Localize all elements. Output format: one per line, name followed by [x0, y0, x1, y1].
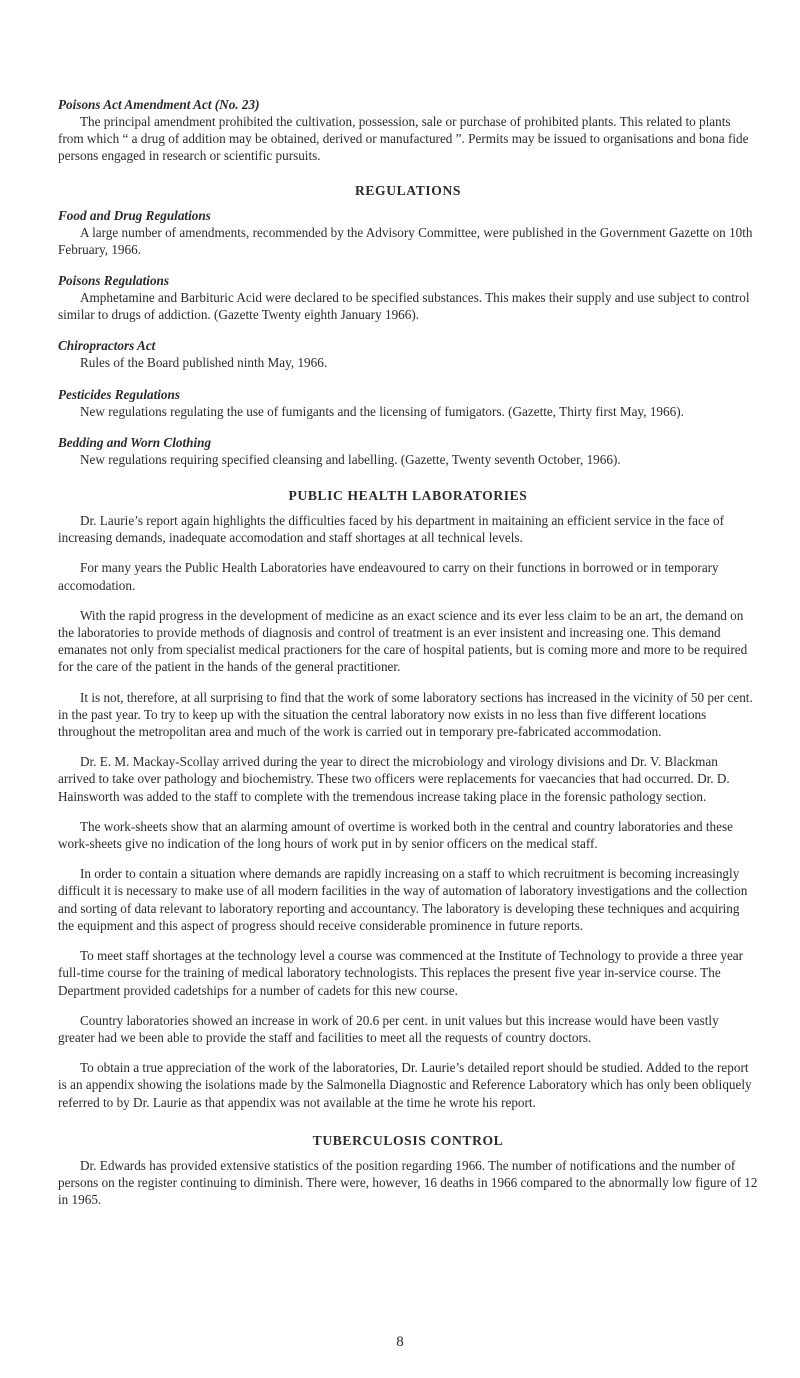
chiropractors-act-section — [58, 337, 758, 371]
food-drug-regulations-heading: Food and Drug Regulations — [58, 207, 211, 223]
bedding-clothing-section — [58, 434, 758, 468]
chiropractors-act-body: Rules of the Board published ninth May, 1966. — [80, 355, 328, 371]
laboratories-paragraph: Dr. Laurie’s report again highlights the difficulties faced by his department in maitaining an efficient service in the face of increasing demands, inadequate accomodation and staff shortages at all technical levels. — [58, 513, 725, 546]
pesticides-regulations-heading: Pesticides Regulations — [58, 386, 180, 402]
laboratories-paragraph: To meet staff shortages at the technology level a course was commenced at the Institute of Technology to provide a three year full-time course for the training of medical laboratory technologists. This replaces the present five year in-service course. The Department provided cadetships for a number of cadets for this new course. — [58, 948, 744, 998]
poisons-amendment-section — [58, 96, 758, 165]
regulations-title: REGULATIONS — [354, 182, 462, 198]
chiropractors-act-heading: Chiropractors Act — [58, 338, 156, 354]
laboratories-paragraph: With the rapid progress in the development of medicine as an exact science and its ever less claim to be an art, the demand on the laboratories to provide methods of diagnosis and control of treatment is an ever insistent and increasing one. This demand emanates not only from specialist medical practioners for the care of hospital patients, but is coming more and more to be required for the care of the patient in the hands of the general practitioner. — [58, 607, 748, 675]
laboratories-section — [58, 512, 758, 1111]
page-number: 8 — [396, 1334, 404, 1350]
poisons-regulations-section — [58, 272, 758, 323]
tuberculosis-title: TUBERCULOSIS CONTROL — [312, 1132, 504, 1148]
poisons-amendment-heading: Poisons Act Amendment Act (No. 23) — [58, 97, 260, 112]
laboratories-paragraph: For many years the Public Health Laboratories have endeavoured to carry on their functions in borrowed or in temporary accomodation. — [58, 560, 719, 593]
pesticides-regulations-body: New regulations regulating the use of fumigants and the licensing of fumigators. (Gazette, Thirty first May, 1966). — [80, 403, 684, 419]
poisons-amendment-body: The principal amendment prohibited the cultivation, possession, sale or purchase of prohibited plants. This related to plants from which “ a drug of addition may be obtained, derived or manufactured ”. Permits may be issued to organisations and bona fide persons engaged in research or scientific pursuits. — [58, 114, 749, 164]
tuberculosis-body: Dr. Edwards has provided extensive statistics of the position regarding 1966. The number of notifications and the number of persons on the register continuing to diminish. There were, however, 16 deaths in 1966 compared to the abnormally low figure of 12 in 1965. — [58, 1157, 758, 1208]
poisons-regulations-heading: Poisons Regulations — [58, 273, 170, 289]
food-drug-regulations-body: A large number of amendments, recommended by the Advisory Committee, were published in the Government Gazette on 10th February, 1966. — [58, 224, 753, 257]
poisons-regulations-body: Amphetamine and Barbituric Acid were declared to be specified substances. This makes their supply and use subject to control similar to drugs of addiction. (Gazette Twenty eighth January 1966). — [58, 290, 750, 323]
laboratories-paragraph: It is not, therefore, at all surprising to find that the work of some laboratory sections has increased in the vicinity of 50 per cent. in the past year. To try to keep up with the situation the central laboratory now exists in no less than five different locations throughout the metropolitan area and much of the work is carried out in temporary pre-fabricated accommodation. — [58, 689, 753, 740]
laboratories-paragraph: Country laboratories showed an increase in work of 20.6 per cent. in unit values but this increase would have been vastly greater had we been able to provide the staff and facilities to meet all the requests of country doctors. — [58, 1012, 719, 1045]
food-drug-regulations-section — [58, 207, 758, 258]
bedding-clothing-heading: Bedding and Worn Clothing — [58, 434, 212, 450]
laboratories-paragraph: In order to contain a situation where demands are rapidly increasing on a staff to which recruitment is becoming increasingly difficult it is necessary to make use of all modern facilities in the way of automation of laboratory investigations and the collection and sorting of data relevant to laboratory reporting and accountancy. The laboratory is developing these techniques and acquiring the equipment and this aspect of progress should receive considerable prominence in future reports. — [58, 866, 748, 933]
pesticides-regulations-section — [58, 386, 758, 420]
laboratories-paragraph: To obtain a true appreciation of the work of the laboratories, Dr. Laurie’s detailed report should be studied. Added to the report is an appendix showing the isolations made by the Salmonella Diagnostic and Reference Laboratory which has only been obliquely referred to by Dr. Laurie as that appendix was not available at the time he wrote his report. — [58, 1060, 752, 1110]
laboratories-paragraph: The work-sheets show that an alarming amount of overtime is worked both in the central and country laboratories and these work-sheets give no indication of the long hours of work put in by senior officers on the medical staff. — [58, 818, 733, 852]
bedding-clothing-body: New regulations requiring specified cleansing and labelling. (Gazette, Twenty seventh October, 1966). — [80, 451, 621, 467]
laboratories-paragraph: Dr. E. M. Mackay-Scollay arrived during the year to direct the microbiology and virology divisions and Dr. V. Blackman arrived to take over pathology and biochemistry. These two officers were replacements for vaecancies that had occurred. Dr. D. Hainsworth was added to the staff to complete with the tremendous increase taking place in the forensic pathology section. — [58, 754, 730, 804]
document-page — [58, 96, 758, 1208]
laboratories-title: PUBLIC HEALTH LABORATORIES — [288, 488, 528, 504]
